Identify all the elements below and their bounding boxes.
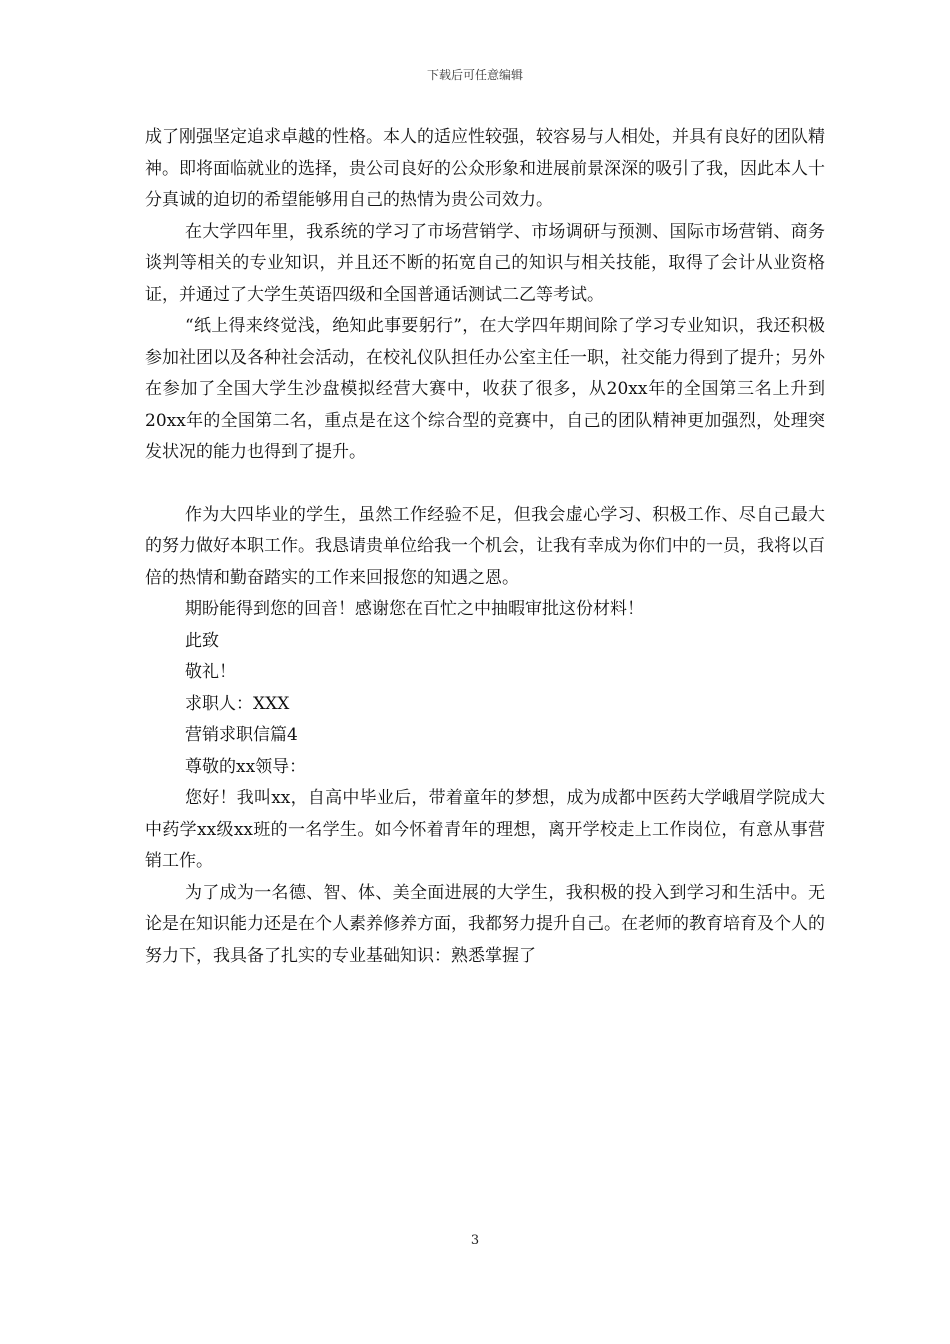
letter-greeting: 尊敬的xx领导： <box>185 756 307 777</box>
page-header-note: 下载后可任意编辑 <box>426 68 523 82</box>
paragraph-thanks: 期盼能得到您的回音！感谢您在百忙之中抽暇审批这份材料！ <box>185 599 644 619</box>
closing-salutation: 此致 <box>185 630 219 651</box>
paragraph-introduction: 您好！我叫xx，自高中毕业后，带着童年的梦想，成为成都中医药大学峨眉学院成大中药学xx级xx班的一名学生。如今怀着青年的理想，离开学校走上工作岗位，有意从事营销工作。 <box>145 788 825 871</box>
paragraph-commitment: 作为大四毕业的学生，虽然工作经验不足，但我会虚心学习、积极工作、尽自己最大的努力做好本职工作。我恳请贵单位给我一个机会，让我有幸成为你们中的一员，我将以百倍的热情和勤奋踏实的工作来回报您的知遇之恩。 <box>145 504 825 588</box>
document-body <box>145 122 825 972</box>
paragraph-continuation: 成了刚强坚定追求卓越的性格。本人的适应性较强，较容易与人相处，并具有良好的团队精神。即将面临就业的选择，贵公司良好的公众形象和进展前景深深的吸引了我，因此本人十分真诚的迫切的希望能够用自己的热情为贵公司效力。 <box>145 127 825 210</box>
paragraph-development: 为了成为一名德、智、体、美全面进展的大学生，我积极的投入到学习和生活中。无论是在知识能力还是在个人素养修养方面，我都努力提升自己。在老师的教育培育及个人的努力下，我具备了扎实的专业基础知识：熟悉掌握了 <box>145 882 825 966</box>
paragraph-spacer <box>145 469 825 500</box>
paragraph-education: 在大学四年里，我系统的学习了市场营销学、市场调研与预测、国际市场营销、商务谈判等相关的专业知识，并且还不断的拓宽自己的知识与相关技能，取得了会计从业资格证，并通过了大学生英语四级和全国普通话测试二乙等考试。 <box>145 221 825 305</box>
paragraph-activities: “纸上得来终觉浅，绝知此事要躬行”，在大学四年期间除了学习专业知识，我还积极参加社团以及各种社会活动，在校礼仪队担任办公室主任一职，社交能力得到了提升；另外在参加了全国大学生沙盘模拟经营大赛中，收获了很多，从20xx年的全国第三名上升到20xx年的全国第二名，重点是在这个综合型的竞赛中，自己的团队精神更加强烈，处理突发状况的能力也得到了提升。 <box>145 316 825 462</box>
page-number: 3 <box>470 1233 480 1248</box>
section-title: 营销求职信篇4 <box>185 725 298 745</box>
signature-line: 求职人：XXX <box>185 693 290 714</box>
closing-regards: 敬礼！ <box>185 662 236 682</box>
